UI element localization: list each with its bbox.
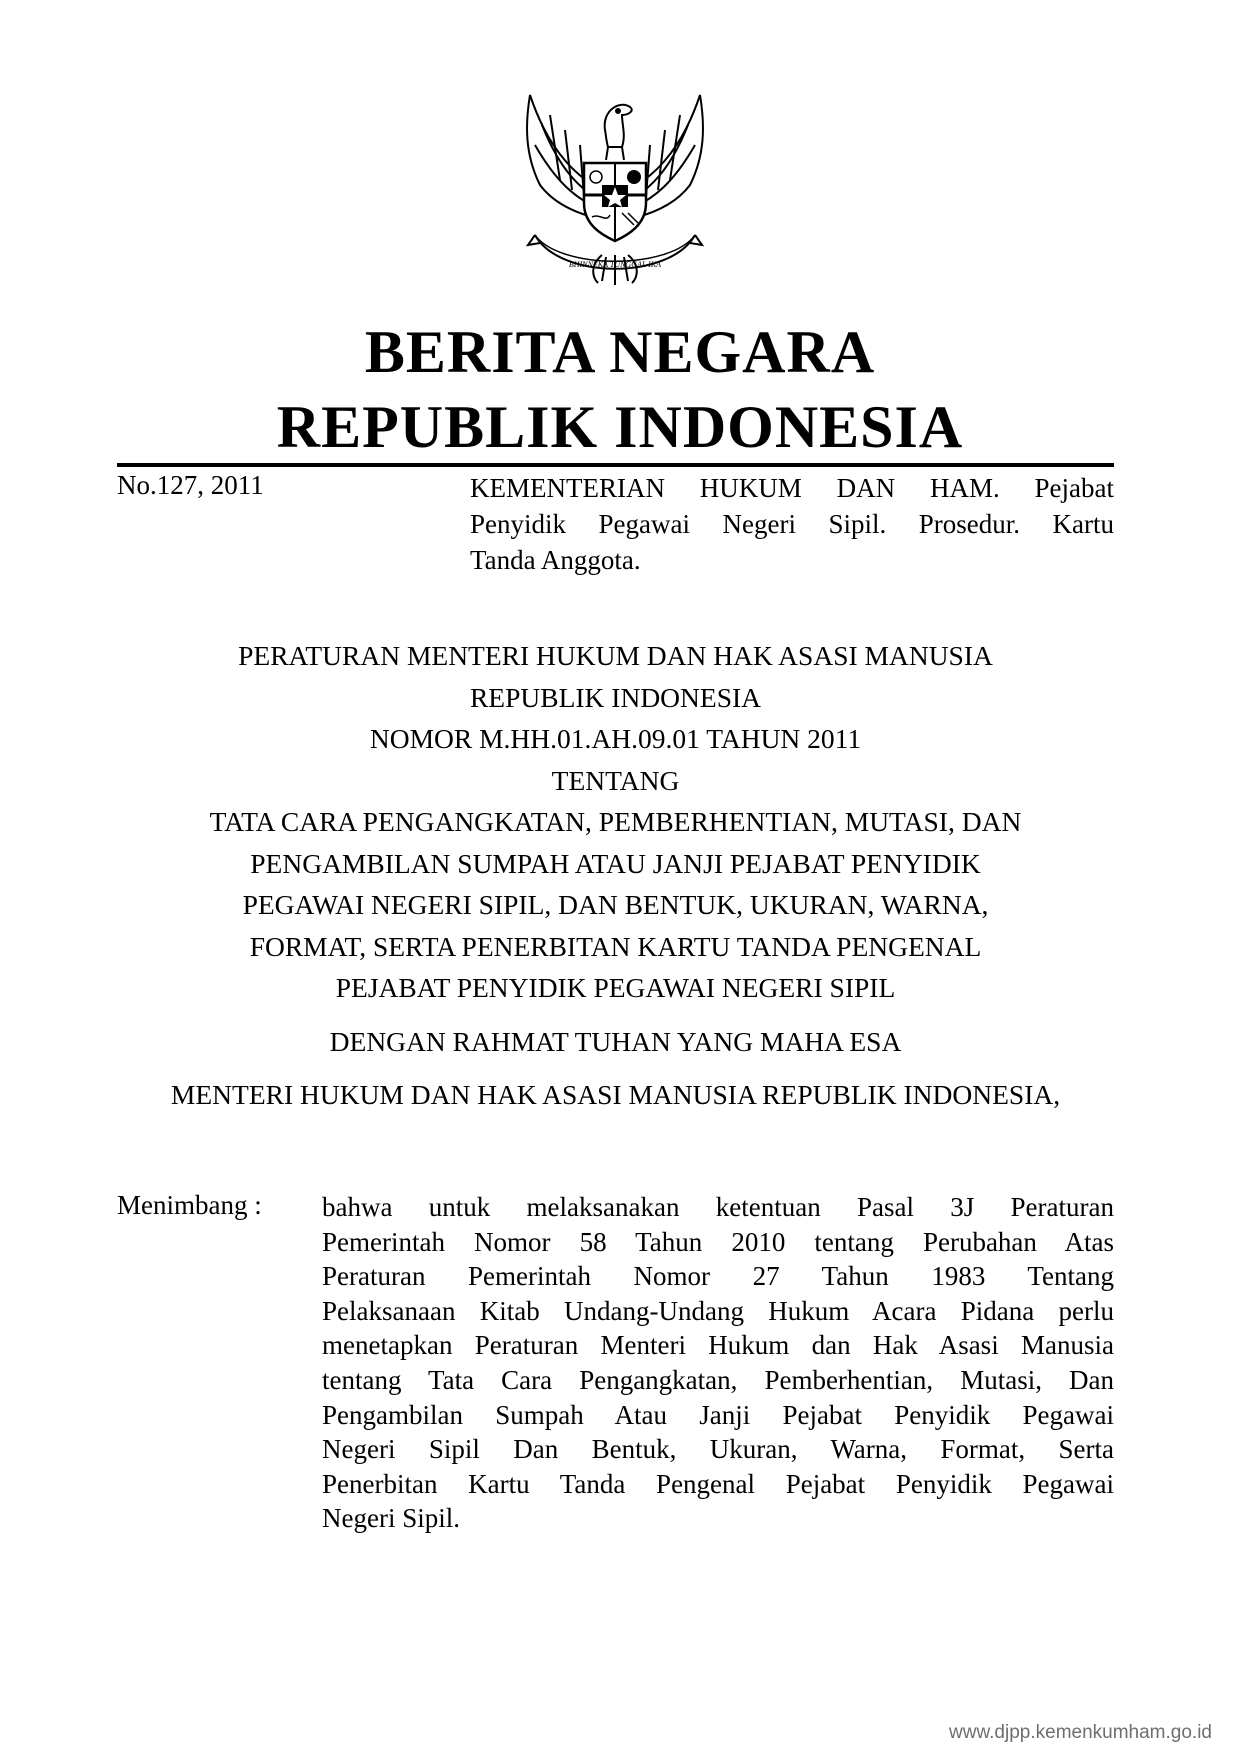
regulation-title-line: TENTANG <box>551 764 680 796</box>
considering-line: menetapkan Peraturan Menteri Hukum dan Hak Asasi Manusia <box>322 1330 1114 1361</box>
considering-line: Peraturan Pemerintah Nomor 27 Tahun 1983 Tentang <box>322 1261 1114 1292</box>
masthead-title: BERITA NEGARA <box>364 319 876 385</box>
invocation: DENGAN RAHMAT TUHAN YANG MAHA ESA <box>329 1025 902 1057</box>
considering-line: Negeri Sipil. <box>322 1503 460 1534</box>
masthead-subtitle: REPUBLIK INDONESIA <box>276 394 964 460</box>
considering-line: Pemerintah Nomor 58 Tahun 2010 tentang Perubahan Atas <box>322 1226 1114 1257</box>
garuda-emblem <box>510 85 720 297</box>
considering-line: Negeri Sipil Dan Bentuk, Ukuran, Warna, Format, Serta <box>322 1434 1114 1465</box>
regulation-subject-line: PENGAMBILAN SUMPAH ATAU JANJI PEJABAT PENYIDIK <box>250 847 981 879</box>
considering-paragraph <box>322 1190 1114 1536</box>
regulation-title-block <box>117 635 1114 1116</box>
regulation-title-line: REPUBLIK INDONESIA <box>469 681 762 713</box>
footer-url: www.djpp.kemenkumham.go.id <box>949 1722 1212 1743</box>
gazette-number: No.127, 2011 <box>117 470 264 500</box>
considering-line: Pelaksanaan Kitab Undang-Undang Hukum Acara Pidana perlu <box>322 1295 1114 1326</box>
masthead-divider <box>117 463 1114 467</box>
regulation-subject-line: FORMAT, SERTA PENERBITAN KARTU TANDA PENGENAL <box>249 930 982 962</box>
considering-line: Pengambilan Sumpah Atau Janji Pejabat Penyidik Pegawai <box>322 1399 1114 1430</box>
summary-line: KEMENTERIAN HUKUM DAN HAM. Pejabat <box>470 473 1114 503</box>
regulation-subject-line: PEGAWAI NEGERI SIPIL, DAN BENTUK, UKURAN, WARNA, <box>242 889 989 920</box>
regulation-number: NOMOR M.HH.01.AH.09.01 TAHUN 2011 <box>369 723 862 754</box>
gazette-summary <box>470 470 1114 578</box>
emblem-motto: BHINNEKA TUNGGAL IKA <box>568 260 662 269</box>
considering-line: tentang Tata Cara Pengangkatan, Pemberhentian, Mutasi, Dan <box>322 1364 1114 1395</box>
considering-line: bahwa untuk melaksanakan ketentuan Pasal 3J Peraturan <box>322 1192 1114 1222</box>
summary-line: Penyidik Pegawai Negeri Sipil. Prosedur. Kartu <box>470 509 1114 539</box>
considering-line: Penerbitan Kartu Tanda Pengenal Pejabat Penyidik Pegawai <box>322 1468 1114 1499</box>
considering-label: Menimbang : <box>117 1190 262 1220</box>
regulation-subject-line: PEJABAT PENYIDIK PEGAWAI NEGERI SIPIL <box>335 972 896 1003</box>
regulation-subject-line: TATA CARA PENGANGKATAN, PEMBERHENTIAN, MUTASI, DAN <box>209 806 1022 837</box>
issuer: MENTERI HUKUM DAN HAK ASASI MANUSIA REPUBLIK INDONESIA, <box>170 1079 1061 1110</box>
regulation-title-line: PERATURAN MENTERI HUKUM DAN HAK ASASI MANUSIA <box>238 640 993 671</box>
summary-line: Tanda Anggota. <box>470 545 641 575</box>
